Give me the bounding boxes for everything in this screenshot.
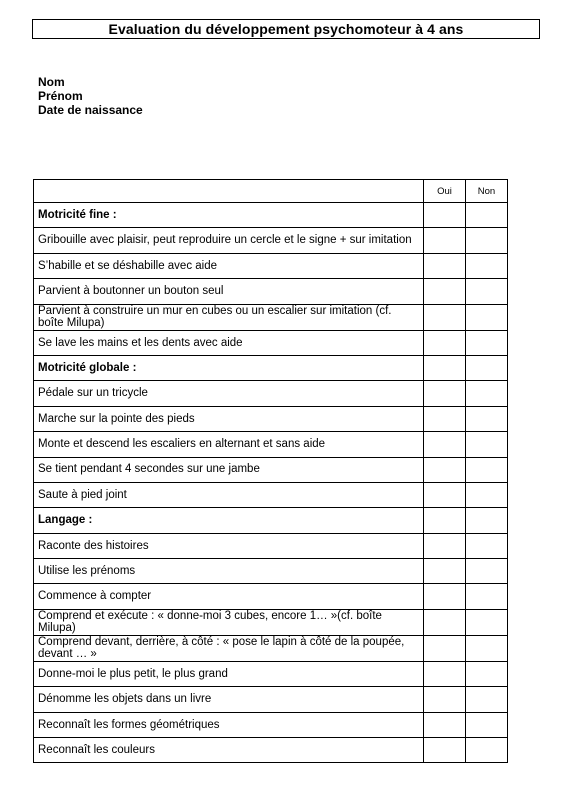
oui-checkbox-cell[interactable]	[424, 712, 466, 737]
oui-checkbox-cell[interactable]	[424, 559, 466, 584]
non-checkbox-cell[interactable]	[466, 508, 508, 533]
table-row	[34, 635, 508, 661]
table-row	[34, 279, 508, 304]
section-row	[34, 355, 508, 380]
field-nom-label: Nom	[38, 75, 65, 89]
item-label: Gribouille avec plaisir, peut reproduire un cercle et le signe + sur imitation	[34, 228, 424, 253]
oui-checkbox-cell[interactable]	[424, 635, 466, 661]
section-heading: Langage :	[34, 508, 424, 533]
table-header-row	[34, 180, 508, 203]
oui-checkbox-cell[interactable]	[424, 406, 466, 431]
oui-checkbox-cell[interactable]	[424, 228, 466, 253]
item-label: Pédale sur un tricycle	[34, 381, 424, 406]
non-checkbox-cell[interactable]	[466, 432, 508, 457]
section-heading: Motricité fine :	[34, 203, 424, 228]
title-box	[32, 19, 540, 39]
oui-checkbox-cell[interactable]	[424, 482, 466, 507]
header-non: Non	[466, 180, 508, 203]
oui-checkbox-cell[interactable]	[424, 609, 466, 635]
table-row	[34, 687, 508, 712]
non-checkbox-cell[interactable]	[466, 406, 508, 431]
non-checkbox-cell[interactable]	[466, 228, 508, 253]
non-checkbox-cell[interactable]	[466, 635, 508, 661]
item-label: Raconte des histoires	[34, 533, 424, 558]
item-label: Parvient à boutonner un bouton seul	[34, 279, 424, 304]
oui-checkbox-cell[interactable]	[424, 661, 466, 686]
non-checkbox-cell[interactable]	[466, 584, 508, 609]
item-label: Saute à pied joint	[34, 482, 424, 507]
table-row	[34, 457, 508, 482]
header-oui: Oui	[424, 180, 466, 203]
table-row	[34, 738, 508, 763]
identity-fields	[38, 75, 143, 117]
item-label: Donne-moi le plus petit, le plus grand	[34, 661, 424, 686]
oui-checkbox-cell[interactable]	[424, 687, 466, 712]
oui-checkbox-cell[interactable]	[424, 584, 466, 609]
table-row	[34, 381, 508, 406]
page-title: Evaluation du développement psychomoteur à 4 ans	[108, 21, 464, 37]
non-checkbox-cell[interactable]	[466, 304, 508, 330]
table-row	[34, 406, 508, 431]
item-label: Commence à compter	[34, 584, 424, 609]
non-checkbox-cell[interactable]	[466, 330, 508, 355]
table-row	[34, 330, 508, 355]
non-checkbox-cell[interactable]	[466, 355, 508, 380]
non-checkbox-cell[interactable]	[466, 381, 508, 406]
table-row	[34, 432, 508, 457]
table-row	[34, 559, 508, 584]
section-row	[34, 203, 508, 228]
oui-checkbox-cell[interactable]	[424, 381, 466, 406]
item-label: Utilise les prénoms	[34, 559, 424, 584]
oui-checkbox-cell[interactable]	[424, 738, 466, 763]
table-row	[34, 712, 508, 737]
non-checkbox-cell[interactable]	[466, 482, 508, 507]
oui-checkbox-cell[interactable]	[424, 330, 466, 355]
non-checkbox-cell[interactable]	[466, 279, 508, 304]
oui-checkbox-cell[interactable]	[424, 533, 466, 558]
non-checkbox-cell[interactable]	[466, 203, 508, 228]
evaluation-table	[33, 179, 508, 763]
item-label: Monte et descend les escaliers en alternant et sans aide	[34, 432, 424, 457]
oui-checkbox-cell[interactable]	[424, 203, 466, 228]
table-row	[34, 584, 508, 609]
table-row	[34, 609, 508, 635]
non-checkbox-cell[interactable]	[466, 253, 508, 278]
non-checkbox-cell[interactable]	[466, 559, 508, 584]
item-label: Marche sur la pointe des pieds	[34, 406, 424, 431]
item-label: Parvient à construire un mur en cubes ou un escalier sur imitation (cf. boîte Milupa)	[34, 304, 424, 330]
header-item-cell	[34, 180, 424, 203]
table-row	[34, 304, 508, 330]
table-row	[34, 253, 508, 278]
oui-checkbox-cell[interactable]	[424, 253, 466, 278]
item-label: S’habille et se déshabille avec aide	[34, 253, 424, 278]
non-checkbox-cell[interactable]	[466, 738, 508, 763]
table-row	[34, 228, 508, 253]
section-heading: Motricité globale :	[34, 355, 424, 380]
oui-checkbox-cell[interactable]	[424, 457, 466, 482]
non-checkbox-cell[interactable]	[466, 609, 508, 635]
table-row	[34, 533, 508, 558]
non-checkbox-cell[interactable]	[466, 712, 508, 737]
item-label: Comprend et exécute : « donne-moi 3 cubes, encore 1… »(cf. boîte Milupa)	[34, 609, 424, 635]
oui-checkbox-cell[interactable]	[424, 508, 466, 533]
oui-checkbox-cell[interactable]	[424, 355, 466, 380]
item-label: Reconnaît les couleurs	[34, 738, 424, 763]
non-checkbox-cell[interactable]	[466, 533, 508, 558]
non-checkbox-cell[interactable]	[466, 661, 508, 686]
item-label: Dénomme les objets dans un livre	[34, 687, 424, 712]
table-row	[34, 661, 508, 686]
table-row	[34, 482, 508, 507]
item-label: Se tient pendant 4 secondes sur une jambe	[34, 457, 424, 482]
item-label: Comprend devant, derrière, à côté : « pose le lapin à côté de la poupée, devant … »	[34, 635, 424, 661]
field-prenom-label: Prénom	[38, 89, 83, 103]
item-label: Reconnaît les formes géométriques	[34, 712, 424, 737]
non-checkbox-cell[interactable]	[466, 457, 508, 482]
oui-checkbox-cell[interactable]	[424, 279, 466, 304]
oui-checkbox-cell[interactable]	[424, 304, 466, 330]
oui-checkbox-cell[interactable]	[424, 432, 466, 457]
field-date-naissance-label: Date de naissance	[38, 103, 143, 117]
evaluation-table-body	[34, 180, 508, 763]
non-checkbox-cell[interactable]	[466, 687, 508, 712]
item-label: Se lave les mains et les dents avec aide	[34, 330, 424, 355]
section-row	[34, 508, 508, 533]
